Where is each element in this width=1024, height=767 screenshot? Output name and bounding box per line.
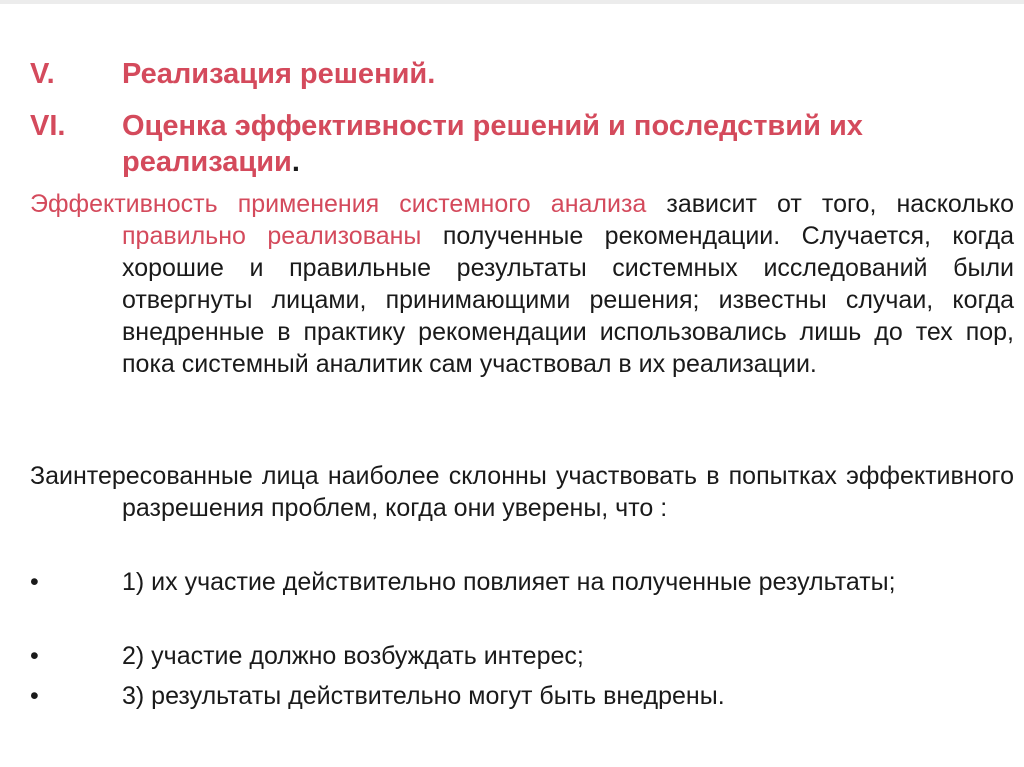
accent-lead: Эффективность применения системного анализа bbox=[30, 190, 647, 218]
heading-text bbox=[122, 108, 1002, 180]
top-divider bbox=[0, 0, 1024, 4]
list-item-text: 1) их участие действительно повлияет на полученные результаты; bbox=[122, 568, 896, 596]
paragraph-part-b: полученные рекомендации. Случается, когда хорошие и правильные результаты системных исследований были отвергнуты лицами, принимающими решения; известны случаи, когда внедренные в практику рекомендации использовались лишь до тех пор, пока системный аналитик сам участвовал в их реализации. bbox=[122, 222, 1014, 378]
paragraph-part-a: зависит от того, насколько bbox=[646, 190, 1015, 218]
paragraph-stakeholders: Заинтересованные лица наиболее склонны участвовать в попытках эффективного разрешения проблем, когда они уверены, что : bbox=[30, 462, 1014, 522]
heading-number: V. bbox=[30, 58, 55, 90]
bullet-icon: • bbox=[30, 642, 39, 670]
list-item-text: 2) участие должно возбуждать интерес; bbox=[122, 642, 584, 670]
heading-text-main: Оценка эффективности решений и последствий их реализации bbox=[122, 110, 863, 178]
accent-mid: правильно реализованы bbox=[122, 222, 422, 250]
bullet-icon: • bbox=[30, 682, 39, 710]
heading-trailing-dot: . bbox=[291, 146, 300, 178]
paragraph-effectiveness bbox=[30, 188, 1014, 380]
list-item-text: 3) результаты действительно могут быть внедрены. bbox=[122, 682, 725, 710]
heading-number: VI. bbox=[30, 110, 66, 142]
heading-text: Реализация решений. bbox=[122, 58, 436, 90]
bullet-icon: • bbox=[30, 568, 39, 596]
